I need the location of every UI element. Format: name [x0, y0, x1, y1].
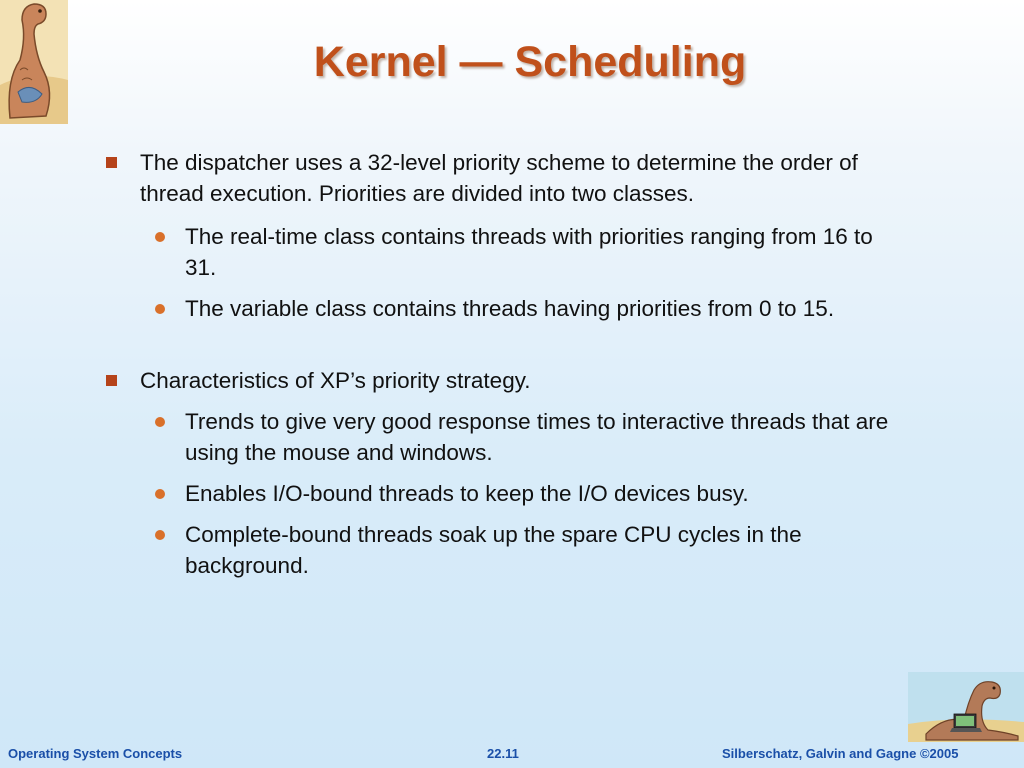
dinosaur-laptop-icon [908, 672, 1024, 742]
bullet-text: Characteristics of XP’s priority strategy. [140, 368, 531, 393]
bullet-text: The dispatcher uses a 32-level priority scheme to determine the order of thread execution. Priorities are divided into two classes. [140, 150, 858, 206]
sub-bullet-text: Trends to give very good response times to interactive threads that are using the mouse and windows. [185, 409, 889, 465]
round-bullet-icon [155, 530, 165, 540]
footer-course-title: Operating System Concepts [8, 746, 183, 761]
square-bullet-icon [106, 375, 117, 386]
footer-copyright: Silberschatz, Galvin and Gagne ©2005 [722, 746, 959, 761]
round-bullet-icon [155, 489, 165, 499]
sub-bullet-text: Complete-bound threads soak up the spare CPU cycles in the background. [185, 522, 802, 578]
round-bullet-icon [155, 304, 165, 314]
slide-title: Kernel — Scheduling [313, 38, 747, 86]
square-bullet-icon [106, 157, 117, 168]
slide-number: 22.11 [487, 746, 519, 761]
sub-bullet-text: The variable class contains threads having priorities from 0 to 15. [185, 296, 835, 321]
round-bullet-icon [155, 417, 165, 427]
round-bullet-icon [155, 232, 165, 242]
sub-bullet-text: The real-time class contains threads with priorities ranging from 16 to 31. [185, 224, 873, 280]
sub-bullet-text: Enables I/O-bound threads to keep the I/O devices busy. [185, 481, 749, 506]
